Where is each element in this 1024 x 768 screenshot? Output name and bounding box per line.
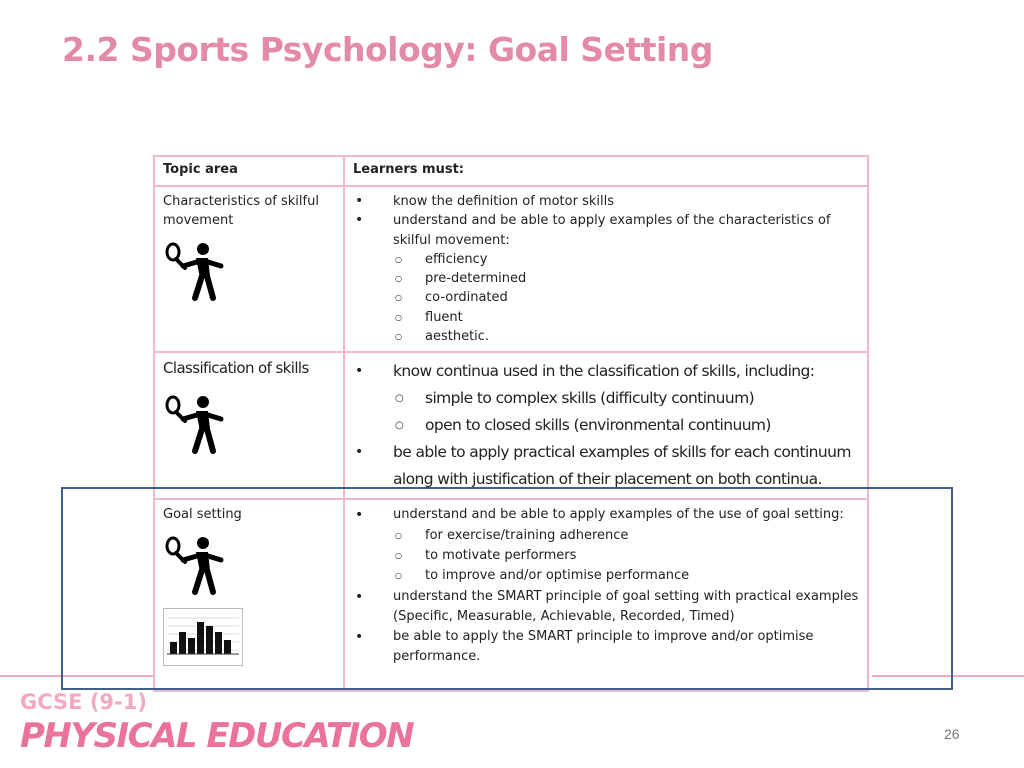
sub-bullet-item: ○ co-ordinated (393, 288, 859, 307)
sub-bullet-item: ○ for exercise/training adherence (393, 526, 859, 546)
sub-bullet-item: ○ open to closed skills (environmental continuum) (393, 412, 859, 439)
brand-physical-education: PHYSICAL EDUCATION (20, 716, 414, 756)
requirements-cell (344, 352, 868, 499)
topic-label: Goal setting (163, 507, 242, 523)
tennis-player-icon (163, 390, 225, 460)
topic-cell (154, 186, 344, 352)
highlight-box (61, 487, 953, 690)
page-number: 26 (944, 726, 960, 742)
brand-gcse: GCSE (9-1) (20, 690, 147, 714)
header-topic-area: Topic area (154, 156, 344, 186)
bullet-item: • understand the SMART principle of goal setting with practical examples (Specific, Measurable, Achievable, Recorded, Timed) (353, 587, 859, 628)
sub-bullet-item: ○ simple to complex skills (difficulty continuum) (393, 385, 859, 412)
topic-cell (154, 352, 344, 499)
sub-bullet-item: ○ fluent (393, 308, 859, 327)
bullet-text: understand and be able to apply examples of the characteristics of skilful movement: (393, 213, 831, 248)
bullet-item: • be able to apply practical examples of skills for each continuum along with justification of their placement on both continua. (353, 439, 859, 493)
tennis-player-icon (163, 242, 225, 302)
table-row (154, 186, 868, 352)
sub-bullet-item: ○ efficiency (393, 250, 859, 269)
topic-label: Characteristics of skilful movement (163, 194, 319, 228)
header-learners-must: Learners must: (344, 156, 868, 186)
topic-label: Classification of skills (163, 359, 309, 378)
sub-bullet-item: ○ aesthetic. (393, 327, 859, 346)
bullet-text: understand and be able to apply examples of the use of goal setting: (393, 507, 844, 523)
bullet-item (353, 211, 859, 346)
slide-title: 2.2 Sports Psychology: Goal Setting (62, 30, 713, 69)
sub-bullet-item: ○ to improve and/or optimise performance (393, 566, 859, 586)
sub-bullet-item: ○ to motivate performers (393, 546, 859, 566)
bullet-item: • know the definition of motor skills (353, 192, 859, 211)
requirements-cell (344, 186, 868, 352)
bullet-item (353, 358, 859, 439)
table-header-row (154, 156, 868, 186)
table-row (154, 352, 868, 499)
bullet-item: • be able to apply the SMART principle to improve and/or optimise performance. (353, 627, 859, 668)
sub-bullet-item: ○ pre-determined (393, 269, 859, 288)
bullet-text: know continua used in the classification of skills, including: (393, 362, 815, 381)
